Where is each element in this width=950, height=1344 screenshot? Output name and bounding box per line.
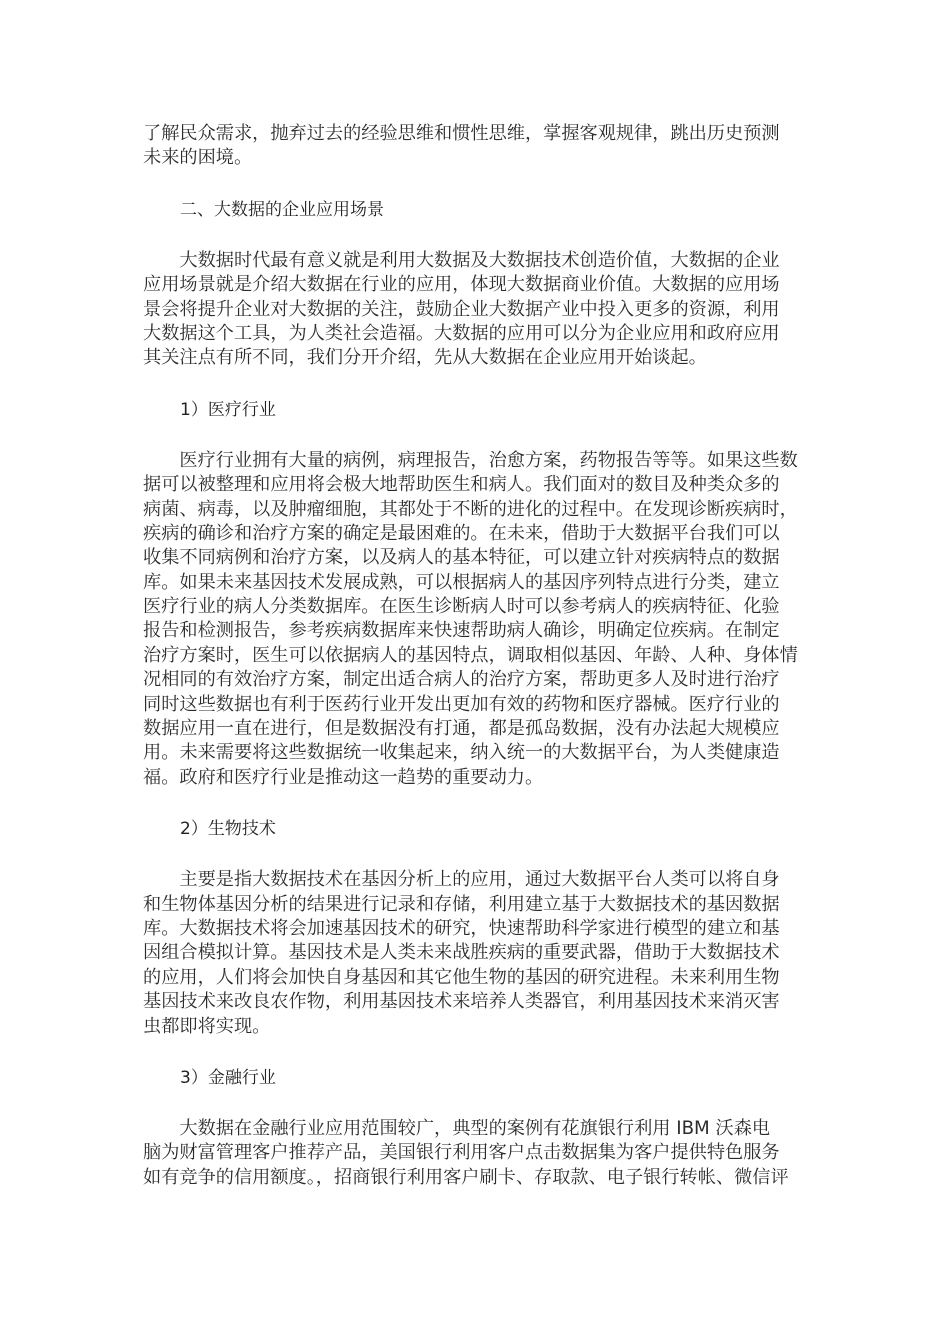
finance-paragraph — [143, 1117, 810, 1190]
paragraph-line: 主要是指大数据技术在基因分析上的应用，通过大数据平台人类可以将自身 — [143, 869, 780, 891]
section2-paragraph — [143, 249, 810, 371]
section-heading-medical: 1）医疗行业 — [180, 399, 276, 420]
paragraph-line: 病菌、病毒，以及肿瘤细胞，其都处于不断的进化的过程中。在发现诊断疾病时， — [143, 498, 798, 520]
paragraph-line: 同时这些数据也有利于医药行业开发出更加有效的药物和医疗器械。医疗行业的 — [143, 693, 780, 715]
paragraph-line: 库。大数据技术将会加速基因技术的研究，快速帮助科学家进行模型的建立和基 — [143, 917, 780, 939]
paragraph-line: 报告和检测报告，参考疾病数据库来快速帮助病人确诊，明确定位疾病。在制定 — [143, 620, 780, 642]
paragraph-line: 治疗方案时，医生可以依据病人的基因特点，调取相似基因、年龄、人种、身体情 — [143, 644, 798, 666]
paragraph-line: 因组合模拟计算。基因技术是人类未来战胜疾病的重要武器，借助于大数据技术 — [143, 942, 780, 964]
paragraph-line: 大数据在金融行业应用范围较广，典型的案例有花旗银行利用 IBM 沃森电 — [143, 1117, 771, 1139]
paragraph-line: 收集不同病例和治疗方案，以及病人的基本特征，可以建立针对疾病特点的数据 — [143, 547, 780, 569]
section-heading-biotech: 2）生物技术 — [180, 819, 276, 840]
paragraph-line: 的应用，人们将会加快自身基因和其它他生物的基因的研究进程。未来利用生物 — [143, 966, 780, 988]
paragraph-line: 据可以被整理和应用将会极大地帮助医生和病人。我们面对的数目及种类众多的 — [143, 474, 780, 496]
paragraph-line: 应用场景就是介绍大数据在行业的应用，体现大数据商业价值。大数据的应用场 — [143, 274, 780, 296]
paragraph-line: 用。未来需要将这些数据统一收集起来，纳入统一的大数据平台，为人类健康造 — [143, 742, 780, 764]
paragraph-line: 大数据这个工具，为人类社会造福。大数据的应用可以分为企业应用和政府应用 — [143, 322, 780, 344]
paragraph-line: 基因技术来改良农作物，利用基因技术来培养人类器官，利用基因技术来消灭害 — [143, 991, 780, 1013]
paragraph-line: 医疗行业的病人分类数据库。在医生诊断病人时可以参考病人的疾病特征、化验 — [143, 596, 780, 618]
biotech-paragraph — [143, 868, 810, 1039]
paragraph-line: 脑为财富管理客户推荐产品，美国银行利用客户点击数据集为客户提供特色服务 — [143, 1142, 780, 1164]
paragraph-line: 其关注点有所不同，我们分开介绍，先从大数据在企业应用开始谈起。 — [143, 347, 707, 369]
paragraph-line: 景会将提升企业对大数据的关注，鼓励企业大数据产业中投入更多的资源，利用 — [143, 298, 780, 320]
paragraph-line: 疾病的确诊和治疗方案的确定是最困难的。在未来，借助于大数据平台我们可以 — [143, 522, 780, 544]
paragraph-line: 和生物体基因分析的结果进行记录和存储，利用建立基于大数据技术的基因数据 — [143, 893, 780, 915]
paragraph-line: 医疗行业拥有大量的病例，病理报告，治愈方案，药物报告等等。如果这些数 — [143, 449, 798, 471]
paragraph-line: 未来的困境。 — [143, 147, 253, 169]
paragraph-line: 如有竞争的信用额度。，招商银行利用客户刷卡、存取款、电子银行转帐、微信评 — [143, 1166, 789, 1188]
paragraph-line: 大数据时代最有意义就是利用大数据及大数据技术创造价值，大数据的企业 — [143, 249, 780, 271]
medical-paragraph — [143, 449, 810, 790]
intro-paragraph — [143, 122, 810, 171]
paragraph-line: 了解民众需求，抛弃过去的经验思维和惯性思维，掌握客观规律，跳出历史预测 — [143, 123, 780, 144]
document-page — [143, 122, 810, 1190]
section-heading-finance: 3）金融行业 — [180, 1067, 276, 1088]
paragraph-line: 数据应用一直在进行，但是数据没有打通，都是孤岛数据，没有办法起大规模应 — [143, 718, 780, 740]
paragraph-line: 虫都即将实现。 — [143, 1015, 271, 1037]
paragraph-line: 福。政府和医疗行业是推动这一趋势的重要动力。 — [143, 766, 544, 788]
section-heading-enterprise-scenarios: 二、大数据的企业应用场景 — [180, 199, 384, 220]
paragraph-line: 况相同的有效治疗方案，制定出适合病人的治疗方案，帮助更多人及时进行治疗 — [143, 669, 780, 691]
paragraph-line: 库。如果未来基因技术发展成熟，可以根据病人的基因序列特点进行分类，建立 — [143, 571, 780, 593]
